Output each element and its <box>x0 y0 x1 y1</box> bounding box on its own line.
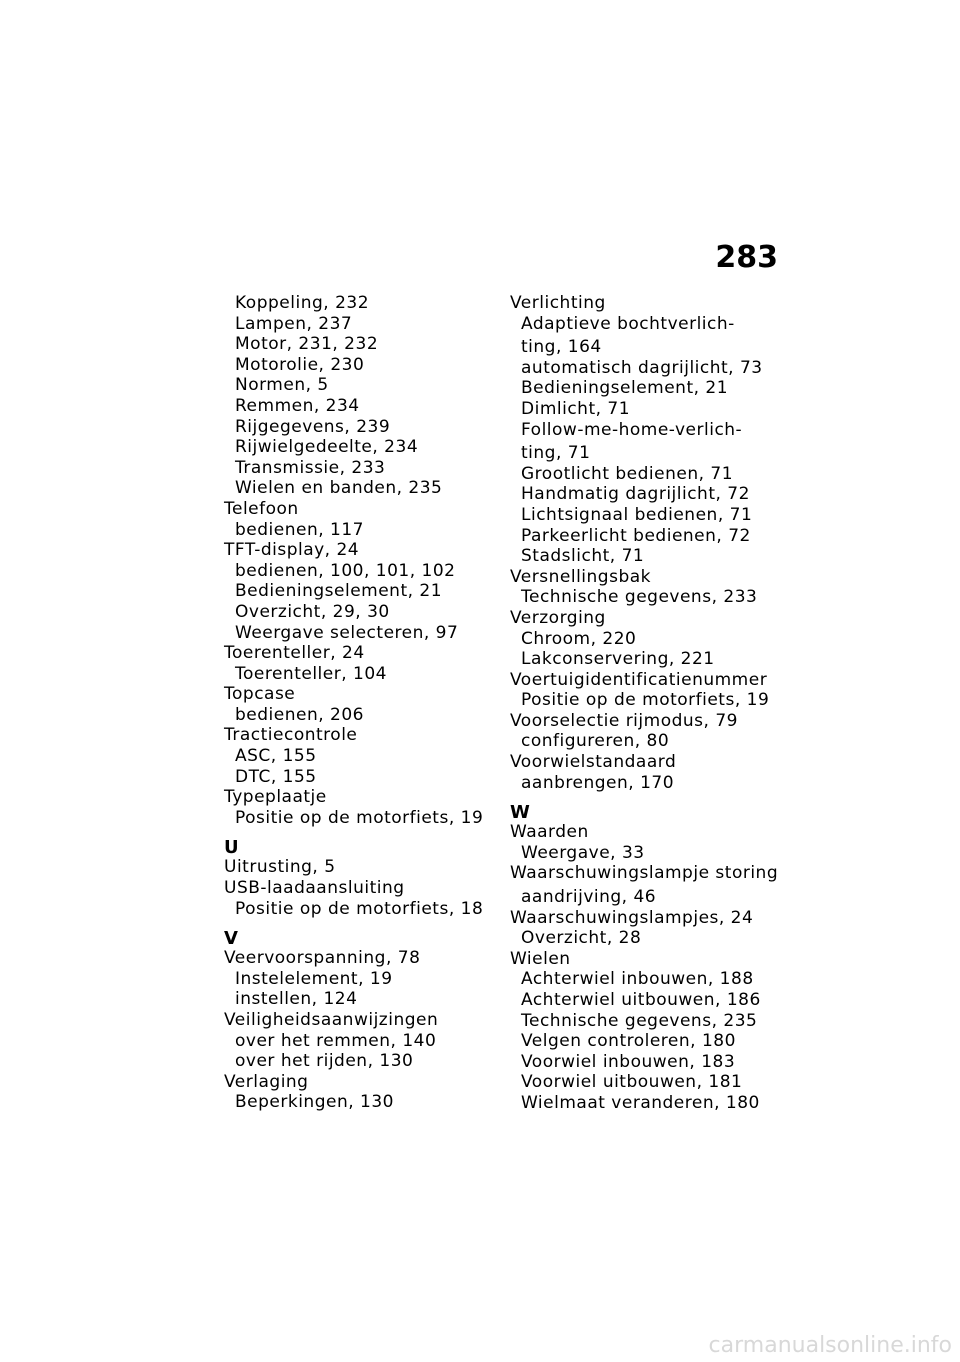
index-subentry: Handmatig dagrijlicht, 72 <box>521 484 750 505</box>
index-subentry: ting, 71 <box>521 443 591 464</box>
index-entry: USB-laadaansluiting <box>224 878 405 899</box>
index-subentry: Instelelement, 19 <box>235 968 393 989</box>
index-subentry: aanbrengen, 170 <box>521 772 675 793</box>
index-subentry: Lakconservering, 221 <box>521 649 715 670</box>
index-subentry: Achterwiel uitbouwen, 186 <box>521 990 761 1010</box>
index-entry: Typeplaatje <box>224 787 327 808</box>
index-subentry: Lampen, 237 <box>235 313 353 334</box>
index-entry: TFT-display, 24 <box>224 540 360 561</box>
index-entry: Versnellingsbak <box>510 566 651 587</box>
index-subentry: Wielmaat veranderen, 180 <box>521 1092 760 1113</box>
index-entry: Verlichting <box>510 293 606 313</box>
index-subentry: aandrijving, 46 <box>521 887 657 908</box>
index-entry: Waarschuwingslampje storing <box>510 863 779 884</box>
index-subentry: bedienen, 206 <box>235 704 364 725</box>
index-subentry: Parkeerlicht bedienen, 72 <box>521 525 751 546</box>
index-entry: Wielen <box>510 948 571 969</box>
index-subentry: Transmissie, 233 <box>235 457 386 478</box>
index-subentry: bedienen, 117 <box>235 519 364 540</box>
index-subentry: Remmen, 234 <box>235 395 360 416</box>
index-entry: Waarden <box>510 822 589 843</box>
index-subentry: Toerenteller, 104 <box>235 663 387 684</box>
index-entry: Topcase <box>224 684 296 705</box>
index-entry: Voertuigidentificatienummer <box>510 669 768 690</box>
index-subentry: Bedieningselement, 21 <box>521 378 729 399</box>
index-entry: Uitrusting, 5 <box>224 857 336 878</box>
index-entry: Veervoorspanning, 78 <box>224 948 421 969</box>
index-subentry: ASC, 155 <box>235 746 317 767</box>
index-subentry: Weergave, 33 <box>521 842 645 863</box>
index-subentry: Voorwiel uitbouwen, 181 <box>521 1072 743 1093</box>
index-entry: Veiligheidsaanwijzingen <box>224 1010 439 1030</box>
index-subentry: ting, 164 <box>521 337 602 358</box>
index-column-right <box>510 293 780 1114</box>
index-subentry: Positie op de motorfiets, 19 <box>235 807 484 828</box>
index-subentry: Voorwiel inbouwen, 183 <box>521 1051 736 1072</box>
index-subentry: Dimlicht, 71 <box>521 398 631 419</box>
index-column-left <box>224 293 494 1113</box>
index-subentry: Adaptieve bochtverlich- <box>521 313 735 334</box>
index-entry: Telefoon <box>224 498 299 519</box>
index-entry: Tractiecontrole <box>224 725 358 746</box>
index-subentry: Normen, 5 <box>235 375 329 396</box>
index-subentry: Beperkingen, 130 <box>235 1092 394 1113</box>
index-entry: Toerenteller, 24 <box>224 643 365 664</box>
index-subentry: Motorolie, 230 <box>235 354 365 375</box>
index-subentry: Rijwielgedeelte, 234 <box>235 437 419 458</box>
index-subentry: Achterwiel inbouwen, 188 <box>521 969 754 990</box>
index-letter-heading: U <box>224 837 239 859</box>
index-subentry: Wielen en banden, 235 <box>235 478 443 499</box>
index-subentry: Follow-me-home-verlich- <box>521 419 743 440</box>
index-subentry: configureren, 80 <box>521 731 670 752</box>
index-subentry: instellen, 124 <box>235 989 358 1010</box>
index-subentry: over het remmen, 140 <box>235 1030 437 1051</box>
index-subentry: DTC, 155 <box>235 766 317 787</box>
index-subentry: bedienen, 100, 101, 102 <box>235 560 456 581</box>
index-entry: Verlaging <box>224 1071 309 1092</box>
index-entry: Waarschuwingslampjes, 24 <box>510 907 754 928</box>
index-subentry: Velgen controleren, 180 <box>521 1031 736 1052</box>
index-letter-heading: W <box>510 802 530 824</box>
index-entry: Voorselectie rijmodus, 79 <box>510 710 738 731</box>
index-letter-heading: V <box>224 928 238 950</box>
index-subentry: Positie op de motorfiets, 18 <box>235 898 484 919</box>
index-subentry: Chroom, 220 <box>521 628 637 649</box>
index-subentry: Positie op de motorfiets, 19 <box>521 690 770 711</box>
index-subentry: Lichtsignaal bedienen, 71 <box>521 504 753 525</box>
index-subentry: automatisch dagrijlicht, 73 <box>521 357 763 378</box>
index-subentry: Stadslicht, 71 <box>521 546 645 567</box>
index-entry: Voorwielstandaard <box>510 752 677 773</box>
index-subentry: Weergave selecteren, 97 <box>235 622 459 643</box>
watermark: carmanualsonline.info <box>708 1333 952 1358</box>
index-subentry: Technische gegevens, 235 <box>521 1010 758 1031</box>
index-subentry: Rijgegevens, 239 <box>235 416 391 437</box>
index-subentry: Technische gegevens, 233 <box>521 587 758 608</box>
index-subentry: Grootlicht bedienen, 71 <box>521 463 734 484</box>
index-subentry: Koppeling, 232 <box>235 293 370 313</box>
index-subentry: Bedieningselement, 21 <box>235 581 443 602</box>
page-number: 283 <box>715 240 778 275</box>
index-subentry: Motor, 231, 232 <box>235 334 379 355</box>
index-subentry: Overzicht, 28 <box>521 928 642 949</box>
index-entry: Verzorging <box>510 607 606 628</box>
index-subentry: over het rijden, 130 <box>235 1051 414 1072</box>
index-subentry: Overzicht, 29, 30 <box>235 601 390 622</box>
